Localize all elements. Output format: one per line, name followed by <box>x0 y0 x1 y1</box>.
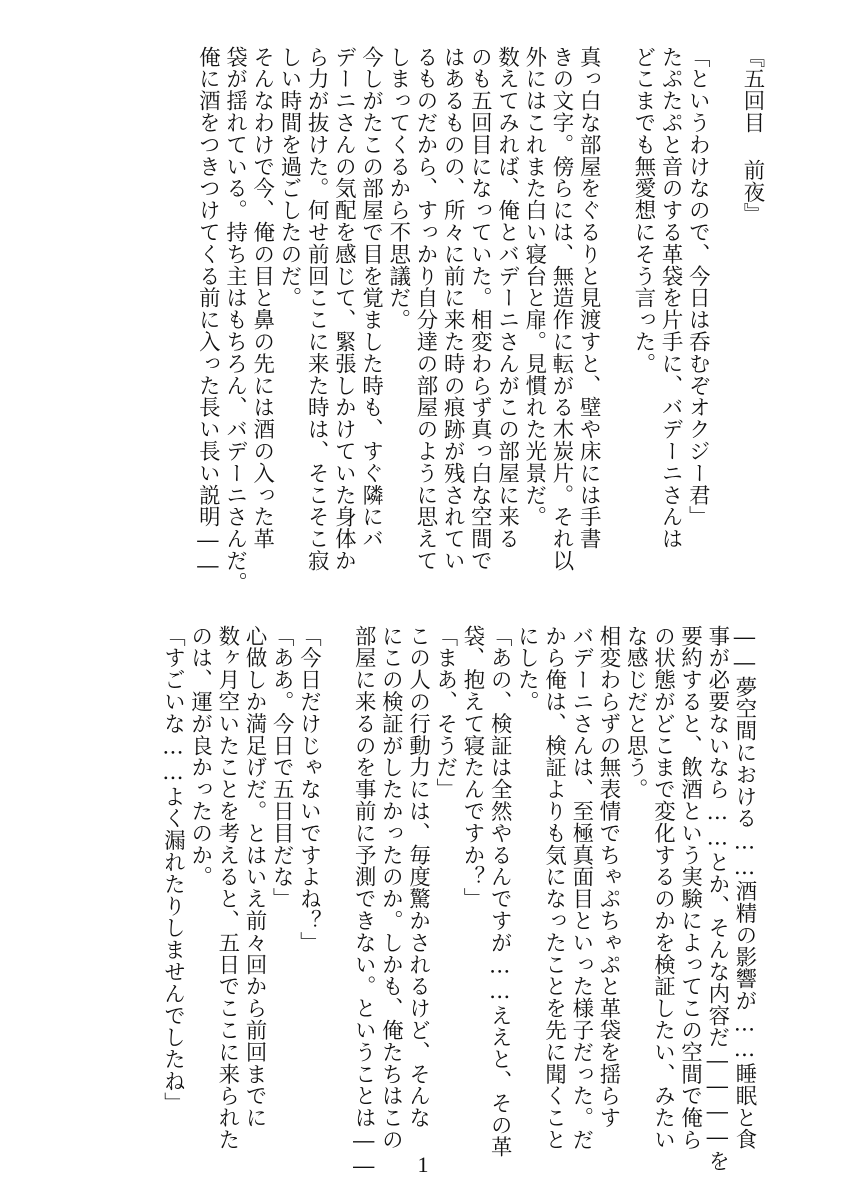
text-line: デーニさんの気配を感じて、緊張しかけていた身体か <box>331 46 357 572</box>
text-line: 袋が揺れている。持ち主はもちろん、バデーニさんだ。 <box>222 46 248 594</box>
text-line: 「すごいな……よく漏れたりしませんでしたね」 <box>160 625 186 1114</box>
text-line: な感じだと思う。 <box>623 625 649 801</box>
text-line: しまってくるから不思議だ。 <box>385 46 411 331</box>
text-line: にこの検証がしたかったのか。しかも、俺たちはこの <box>378 625 404 1151</box>
text-line: ら力が抜けた。何せ前回ここに来た時は、そこそこ寂 <box>304 46 330 572</box>
text-block-top <box>194 46 766 594</box>
text-line: 『五回目 前夜』 <box>740 46 765 225</box>
text-line: 外にはこれまた白い寝台と扉。見慣れた光景だ。 <box>521 46 547 528</box>
text-line: 「というわけなので、今日は呑むぞオクジー君」 <box>685 46 711 528</box>
text-line: はあるものの、所々に前に来た時の痕跡が残されてい <box>440 46 466 572</box>
text-line: 「ああ。今日で五日目だな」 <box>269 625 295 910</box>
text-line: 要約すると、飲酒という実験によってこの空間で俺ら <box>677 625 703 1151</box>
text-line: ――夢空間における……酒精の影響が……睡眠と食 <box>732 625 757 1151</box>
text-line: どこまでも無愛想にそう言った。 <box>630 46 656 375</box>
text-line: 俺に酒をつきつけてくる前に入った長い長い説明―― <box>195 46 221 579</box>
text-line: この人の行動力には、毎度驚かされるけど、そんな <box>405 625 431 1129</box>
text-line: のは、運が良かったのか。 <box>187 625 213 888</box>
text-line: 「あの、検証は全然やるんですが……ええと、その革 <box>487 625 513 1158</box>
page-number: 1 <box>417 1152 429 1177</box>
text-line: にした。 <box>514 625 540 713</box>
text-line: 袋、抱えて寝たんですか？」 <box>459 625 485 910</box>
text-block-bottom <box>159 625 758 1180</box>
text-line: 今しがたこの部屋で目を覚ました時も、すぐ隣にバ <box>358 46 384 550</box>
text-line: 数ヶ月空いたことを考えると、五日でここに来られた <box>214 625 240 1151</box>
text-line: 「今日だけじゃないですよね？」 <box>296 625 322 954</box>
text-line: 数えてみれば、俺とバデーニさんがこの部屋に来る <box>494 46 520 550</box>
text-line: たぷたぷと音のする革袋を片手に、バデーニさんは <box>658 46 684 550</box>
text-line: バデーニさんは、至極真面目といった様子だった。だ <box>568 625 594 1151</box>
text-line: 部屋に来るのを事前に予測できない。ということは―― <box>351 625 377 1180</box>
text-line: の状態がどこまで変化するのかを検証したい、みたい <box>650 625 676 1151</box>
text-line: るものだから、すっかり自分達の部屋のように思えて <box>412 46 438 572</box>
text-line: しい時間を過ごしたのだ。 <box>276 46 302 309</box>
text-line: 事が必要ないなら……とか、そんな内容だ――――を <box>704 625 730 1173</box>
text-line: 相変わらずの無表情でちゃぷちゃぷと革袋を揺らす <box>595 625 621 1129</box>
text-line: から俺は、検証よりも気になったことを先に聞くこと <box>541 625 567 1151</box>
text-line: きの文字。傍らには、無造作に転がる木炭片。それ以 <box>548 46 574 572</box>
text-line: 真っ白な部屋をぐるりと見渡すと、壁や床には手書 <box>576 46 602 550</box>
text-line: のも五回目になっていた。相変わらず真っ白な空間で <box>467 46 493 572</box>
text-line: 心做しか満足げだ。とはいえ前々回から前回までに <box>242 625 268 1129</box>
text-line: 「まあ、そうだ」 <box>432 625 458 801</box>
text-line: そんなわけで今、俺の目と鼻の先には酒の入った革 <box>249 46 275 550</box>
